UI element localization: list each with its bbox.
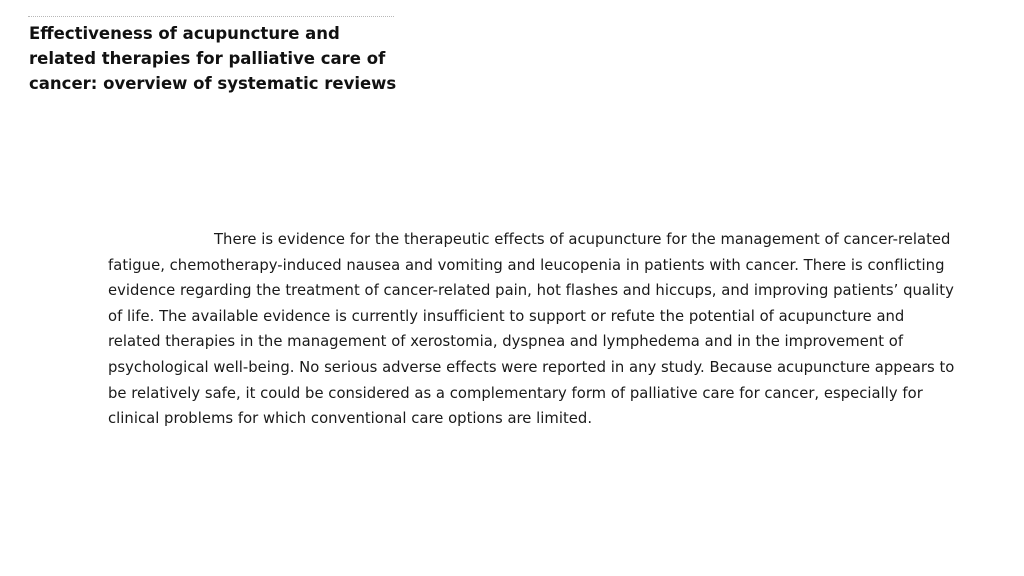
document-title: Effectiveness of acupuncture and related therapies for palliative care of cancer: overview of systematic reviews [29, 24, 397, 93]
title-divider [28, 16, 394, 17]
abstract-paragraph: There is evidence for the therapeutic effects of acupuncture for the management of cancer-related fatigue, chemotherapy-induced nausea and vomiting and leucopenia in patients with cancer. There is conflicting evidence regarding the treatment of cancer-related pain, hot flashes and hiccups, and improving patients’ quality of life. The available evidence is currently insufficient to support or refute the potential of acupuncture and related therapies in the management of xerostomia, dyspnea and lymphedema and in the improvement of psychological well-being. No serious adverse effects were reported in any study. Because acupuncture appears to be relatively safe, it could be considered as a complementary form of palliative care for cancer, especially for clinical problems for which conventional care options are limited. [108, 231, 955, 428]
